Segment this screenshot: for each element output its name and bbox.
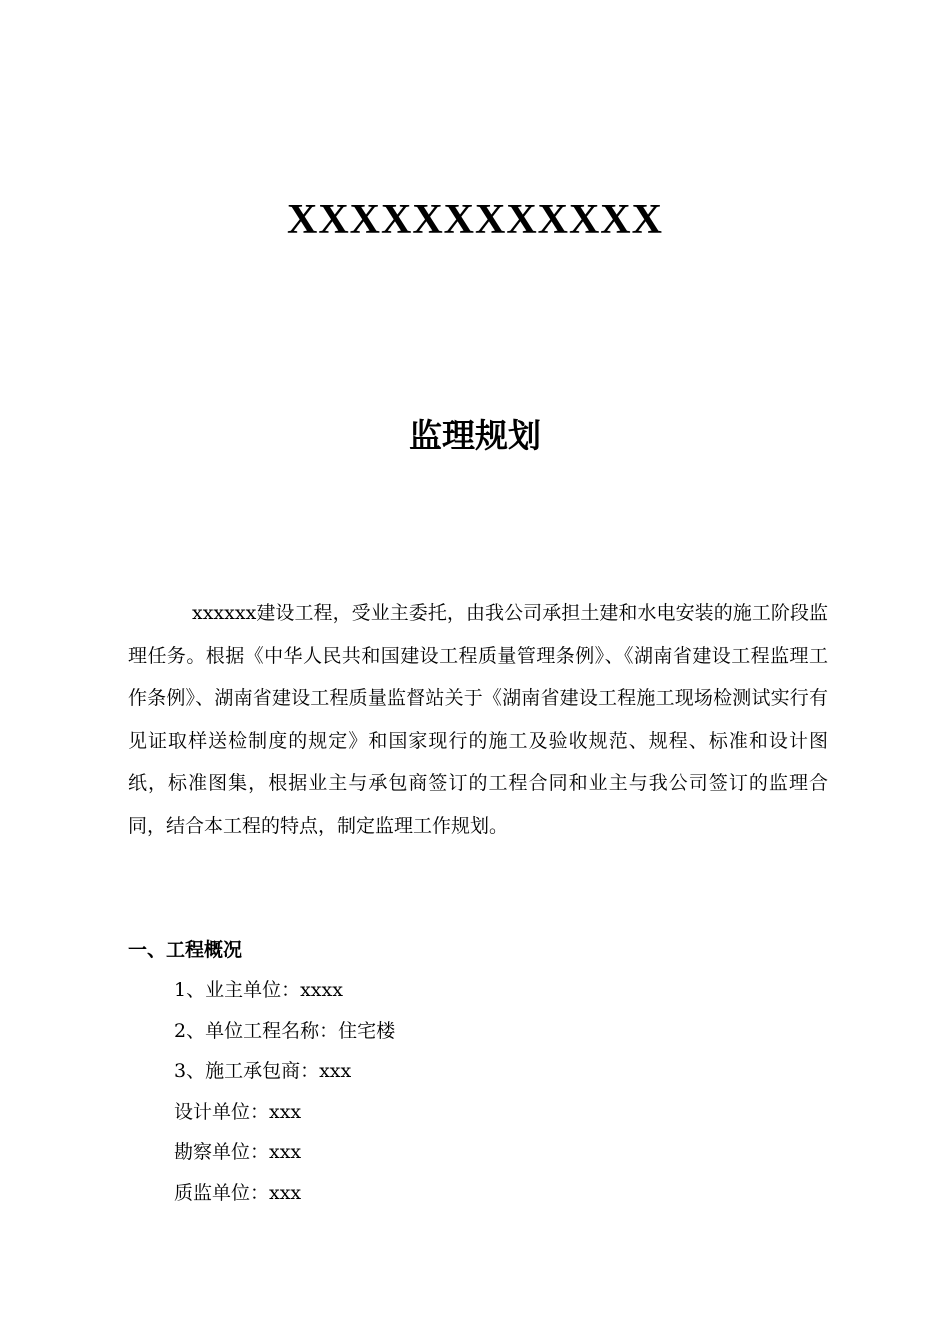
company-title: XXXXXXXXXXXX — [287, 197, 663, 243]
list-item-survey-unit: 勘察单位：xxx — [174, 1141, 302, 1163]
list-item-owner: 1、业主单位：xxxx — [174, 979, 343, 1001]
document-title: 监理规划 — [409, 416, 541, 455]
intro-paragraph: xxxxxx建设工程，受业主委托，由我公司承担土建和水电安装的施工阶段监理任务。根据《中华人民共和国建设工程质量管理条例》、《湖南省建设工程监理工作条例》、湖南省建设工程质量监督站关于《湖南省建设工程施工现场检测试实行有见证取样送检制度的规定》和国家现行的施工及验收规范、规程、标准和设计图纸，标准图集，根据业主与承包商签订的工程合同和业主与我公司签订的监理合同，结合本工程的特点，制定监理工作规划。 — [128, 602, 828, 837]
list-item-contractor: 3、施工承包商：xxx — [174, 1060, 352, 1082]
list-item-project-name: 2、单位工程名称：住宅楼 — [174, 1019, 396, 1042]
list-item-design-unit: 设计单位：xxx — [174, 1100, 302, 1123]
list-item-quality-supervision-unit: 质监单位：xxx — [174, 1181, 302, 1204]
section-heading-project-overview: 一、工程概况 — [128, 939, 243, 961]
project-info-list — [174, 970, 395, 1213]
